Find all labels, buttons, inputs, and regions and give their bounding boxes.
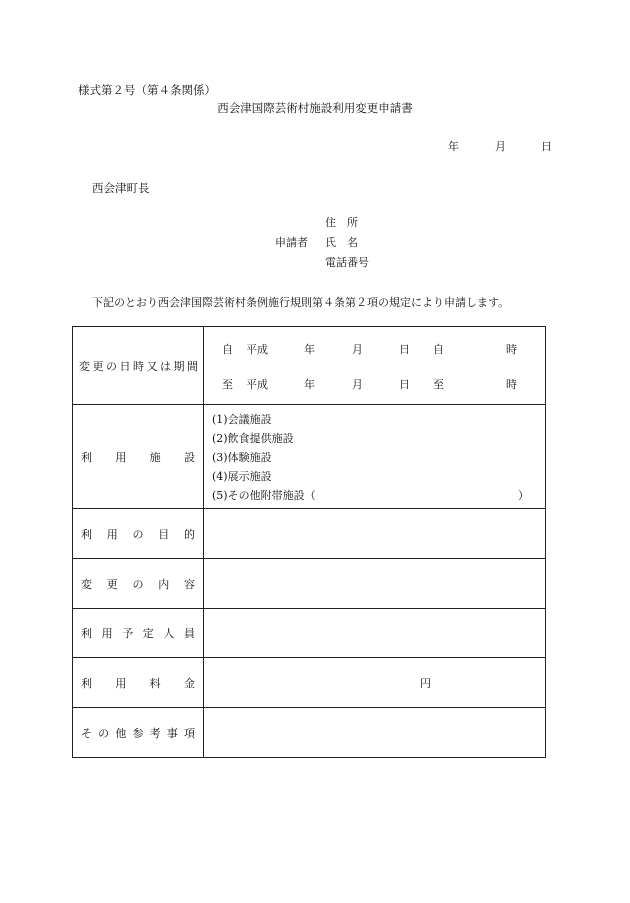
value-change-content[interactable] — [204, 559, 546, 609]
value-purpose[interactable] — [204, 509, 546, 559]
addressee: 西会津町長 — [92, 181, 150, 195]
value-fee[interactable] — [204, 658, 546, 708]
row-facility — [73, 405, 546, 509]
applicant-block — [275, 214, 395, 274]
facility-item[interactable]: (2)飲食提供施設 — [212, 432, 294, 445]
period-to-line: 至 平成 年 月 日 至 時 — [222, 378, 517, 391]
address-label: 住 所 — [325, 216, 358, 229]
phone-label: 電話番号 — [325, 256, 369, 269]
label-fee: 利 用 料 金 — [73, 658, 204, 708]
facility-item[interactable]: (1)会議施設 — [212, 413, 272, 426]
date-year-label: 年 — [448, 140, 459, 153]
value-other[interactable] — [204, 708, 546, 758]
application-form-table — [72, 326, 546, 758]
form-number: 様式第２号（第４条関係） — [78, 83, 216, 97]
date-month-label: 月 — [495, 140, 506, 153]
label-change-content: 変 更 の 内 容 — [73, 559, 204, 609]
value-planned-users[interactable] — [204, 609, 546, 658]
label-facility: 利 用 施 設 — [73, 405, 204, 509]
value-facility[interactable] — [204, 405, 546, 509]
intro-text: 下記のとおり西会津国際芸術村条例施行規則第４条第２項の規定により申請します。 — [92, 296, 510, 309]
row-purpose — [73, 509, 546, 559]
row-change-period — [73, 327, 546, 405]
facility-item[interactable]: (4)展示施設 — [212, 470, 272, 483]
facility-list — [204, 405, 545, 505]
label-planned-users: 利 用 予 定 人 員 — [73, 609, 204, 658]
document-title: 西会津国際芸術村施設利用変更申請書 — [217, 101, 413, 115]
row-planned-users — [73, 609, 546, 658]
close-paren: ） — [518, 489, 529, 502]
label-purpose: 利 用 の 目 的 — [73, 509, 204, 559]
value-change-period[interactable] — [204, 327, 546, 405]
row-change-content — [73, 559, 546, 609]
name-label: 氏 名 — [325, 236, 358, 249]
applicant-role: 申請者 — [275, 236, 308, 249]
row-other — [73, 708, 546, 758]
period-from-line: 自 平成 年 月 日 自 時 — [222, 343, 517, 356]
facility-item-other[interactable]: (5)その他附帯施設（ ） — [212, 486, 545, 505]
row-fee — [73, 658, 546, 708]
date-day-label: 日 — [541, 140, 552, 153]
fee-unit: 円 — [420, 676, 431, 690]
label-other: そ の 他 参 考 事 項 — [73, 708, 204, 758]
facility-item[interactable]: (3)体験施設 — [212, 451, 272, 464]
label-change-period: 変 更 の 日 時 又 は 期 間 — [73, 327, 204, 405]
